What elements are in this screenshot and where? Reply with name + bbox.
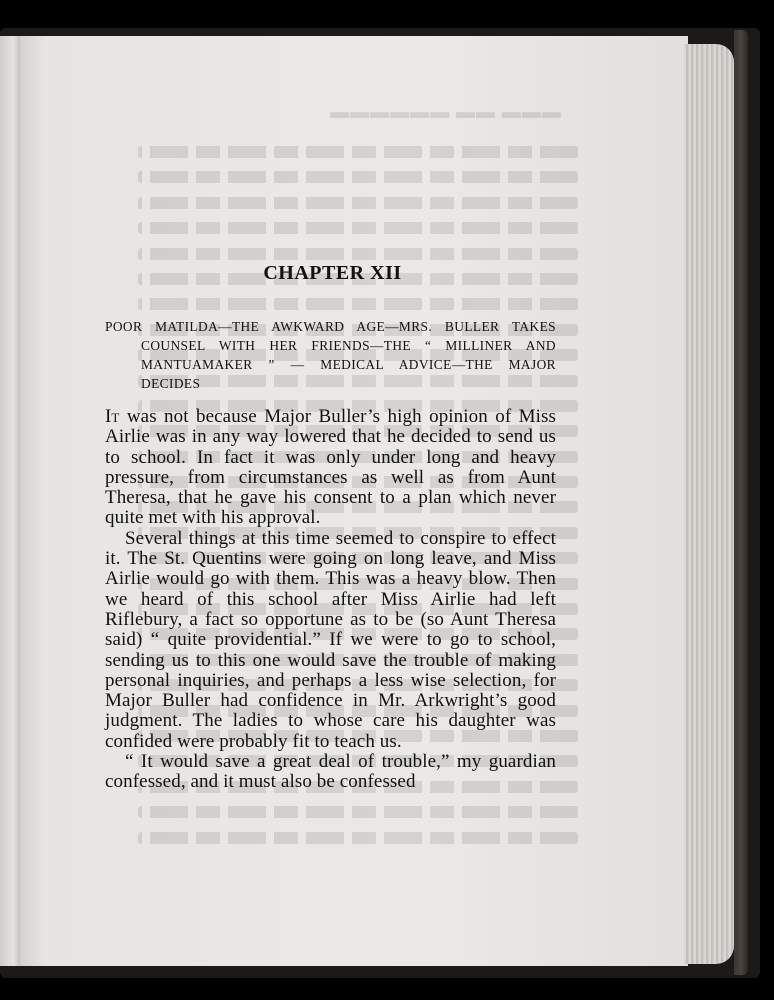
left-page-edge <box>0 36 22 966</box>
chapter-title: CHAPTER XII <box>263 262 402 284</box>
paragraph-1-initial: It <box>105 406 120 427</box>
book-spine <box>734 30 748 975</box>
chapter-synopsis: POOR MATILDA—THE AWKWARD AGE—MRS. BULLER TAKES COUNSEL WITH HER FRIENDS—THE “ MILLINER AND MANTUAMAKER ” — MEDICAL ADVICE—THE MAJOR DECIDES <box>105 319 556 391</box>
paragraph-1-text: was not because Major Buller’s high opinion of Miss Airlie was in any way lowered that he decided to send us to school. In fact it was only under long and heavy pressure, from circumstances as well as from Aunt Theresa, that he gave his consent to a plan which never quite met with his approval. <box>105 406 556 529</box>
paragraph-1 <box>105 407 556 529</box>
paragraph-2: Several things at this time seemed to conspire to effect it. The St. Quentins were going on long leave, and Miss Airlie would go with them. This was a heavy blow. Then we heard of this school after Miss Airlie had left Riflebury, a fact so opportune as to be (so Aunt Theresa said) “ quite providential.” If we were to go to school, sending us to this one would save the trouble of making personal inquiries, and perhaps a less wise selection, for Major Buller had confidence in Mr. Arkwright’s good judgment. The ladies to whose care his daughter was confided were probably fit to teach us. <box>105 527 556 752</box>
bleed-header: ▬▬▬ ▬▬ ▬▬▬▬▬▬ <box>329 102 561 123</box>
paragraph-3: “ It would save a great deal of trouble,” my guardian confessed, and it must also be confessed <box>105 751 556 793</box>
page-content <box>105 262 556 793</box>
page-edges <box>684 44 734 964</box>
